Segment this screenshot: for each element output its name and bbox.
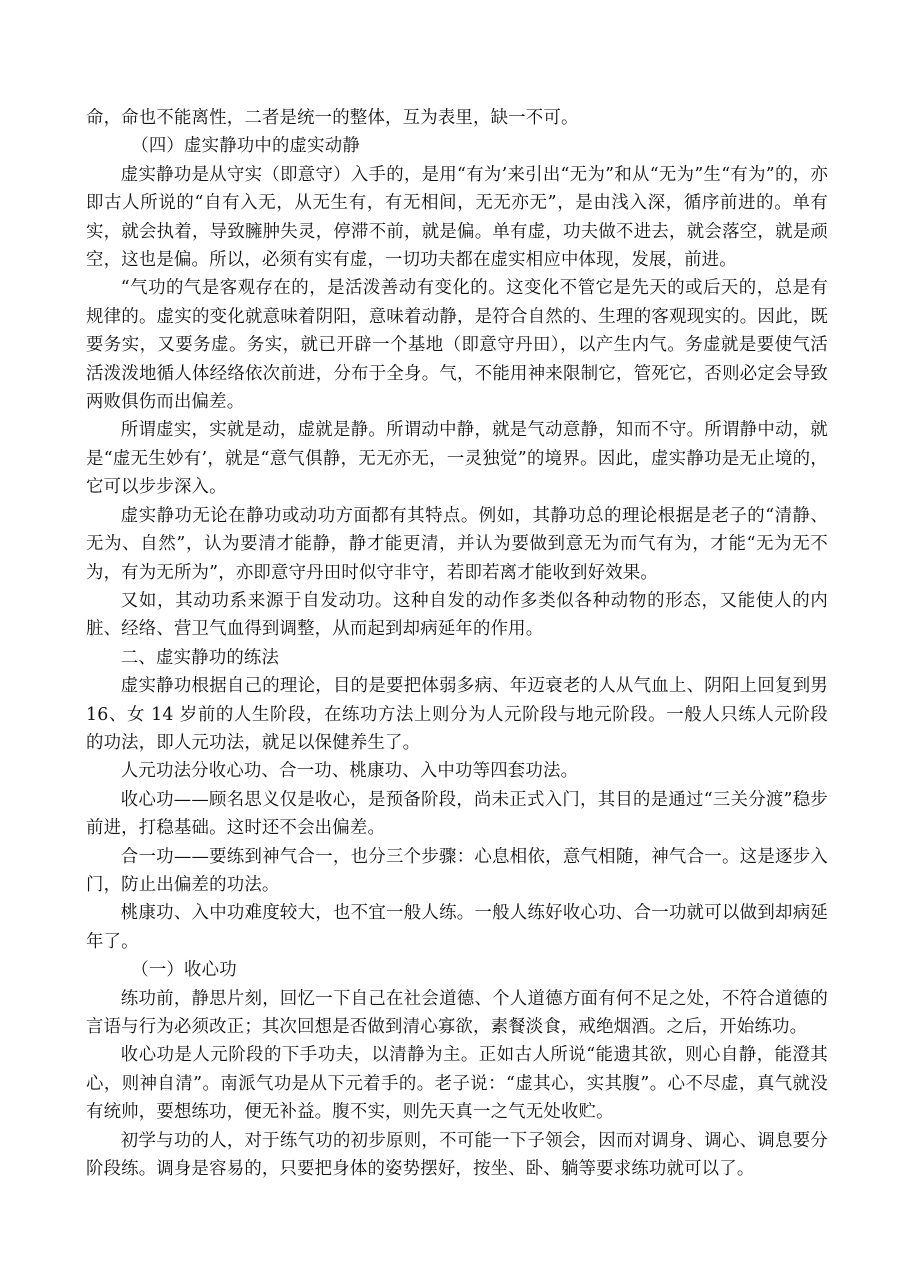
paragraph: 合一功——要练到神气合一，也分三个步骤：心息相依，意气相随，神气合一。这是逐步入门，防止出偏差的功法。	[86, 846, 828, 895]
paragraph-continued: 命，命也不能离性，二者是统一的整体，互为表里，缺一不可。	[86, 108, 579, 128]
paragraph: 虚实静功无论在静功或动功方面都有其特点。例如，其静功总的理论根据是老子的“清静、无为、自然”，认为要清才能静，静才能更清，并认为要做到意无为而气有为，才能“无为无不为，有为无所为”，亦即意守丹田时似守非守，若即若离才能收到好效果。	[86, 505, 828, 583]
paragraph: 人元功法分收心功、合一功、桃康功、入中功等四套功法。	[120, 761, 579, 782]
paragraph: 所谓虚实，实就是动，虚就是静。所谓动中静，就是气动意静，知而不守。所谓静中动，就是“虚无生妙有’，就是“意气俱静，无无亦无，一灵独觉”的境界。因此，虚实静功是无止境的，它可以步步深入。	[86, 420, 828, 498]
paragraph: 练功前，静思片刻，回忆一下自己在社会道德、个人道德方面有何不足之处，不符合道德的言语与行为必须改正；其次回想是否做到清心寡欲，素餐淡食，戒绝烟酒。之后，开始练功。	[86, 988, 828, 1037]
paragraph: 初学与功的人，对于练气功的初步原则，不可能一下子领会，因而对调身、调心、调息要分阶段练。调身是容易的，只要把身体的姿势摆好，按坐、卧、躺等要求练功就可以了。	[86, 1130, 828, 1180]
paragraph: 收心功——顾名思义仅是收心，是预备阶段，尚未正式入门，其目的是通过“三关分渡”稳步前进，打稳基础。这时还不会出偏差。	[86, 789, 828, 839]
paragraph: “气功的气是客观存在的，是活泼善动有变化的。这变化不管它是先天的或后天的，总是有规律的。虚实的变化就意味着阴阳，意味着动静，是符合自然的、生理的客观现实的。因此，既要务实，又要务虚。务实，就已开辟一个基地（即意守丹田），以产生内气。务虚就是要使气活活泼泼地循人体经络依次前进，分布于全身。气，不能用神来限制它，管死它，否则必定会导致两败俱伤而出偏差。	[86, 278, 828, 413]
section-heading-4: （四）虚实静功中的虚实动静	[131, 136, 360, 157]
paragraph: 收心功是人元阶段的下手功夫，以清静为主。正如古人所说“能遗其欲，则心自静，能澄其心，则神自清”。南派气功是从下元着手的。老子说：“虚其心，实其腹”。心不尽虚，真气就没有统帅，要想练功，便无补益。腹不实，则先天真一之气无处收贮。	[86, 1045, 828, 1123]
document-page	[86, 104, 828, 1183]
section-heading-1: （一）收心功	[131, 960, 237, 981]
paragraph: 虚实静功根据自己的理论，目的是要把体弱多病、年迈衰老的人从气血上、阴阳上回复到男 16、女 14 岁前的人生阶段，在练功方法上则分为人元阶段与地元阶段。一般人只练人元阶段的功法，即人元功法，就足以保健养生了。	[86, 676, 828, 753]
paragraph: 虚实静功是从守实（即意守）入手的，是用“有为’来引出“无为”和从“无为”生“有为”的，亦即古人所说的“自有入无，从无生有，有无相间，无无亦无”，是由浅入深，循序前进的。单有实，就会执着，导致臃肿失灵，停滞不前，就是偏。单有虚，功夫做不进去，就会落空，就是顽空，这也是偏。所以，必须有实有虚，一切功夫都在虚实相应中体现，发展，前进。	[86, 164, 828, 271]
section-heading-2: 二、虚实静功的练法	[120, 647, 280, 668]
paragraph: 桃康功、入中功难度较大，也不宜一般人练。一般人练好收心功、合一功就可以做到却病延年了。	[86, 903, 828, 952]
paragraph: 又如，其动功系来源于自发动功。这种自发的动作多类似各种动物的形态，又能使人的内脏、经络、营卫气血得到调整，从而起到却病延年的作用。	[86, 590, 828, 640]
